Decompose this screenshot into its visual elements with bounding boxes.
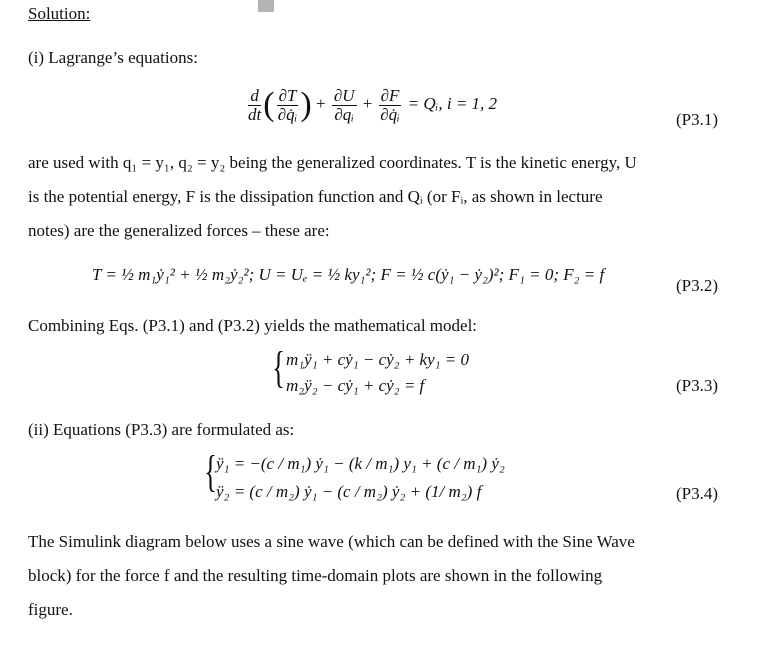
paragraph-line: are used with q₁ = y₁, q₂ = y₂ being the generalized coordinates. T is the kinetic energy, U	[28, 153, 637, 172]
paragraph-line: The Simulink diagram below uses a sine wave (which can be defined with the Sine Wave	[28, 532, 635, 551]
part1-label: (i) Lagrange’s equations:	[28, 48, 198, 67]
gray-marker	[258, 0, 274, 12]
equation-p3-4-line1: ÿ₁ = −(c / m₁) ẏ₁ − (k / m₁) y₁ + (c / m₁) ẏ₂	[216, 454, 505, 473]
paragraph-line: notes) are the generalized forces – these are:	[28, 221, 330, 240]
dU-dq-fraction: $\frac{\partial U}{\text{∂qᵢ}}$	[333, 85, 355, 124]
paragraph-line: is the potential energy, F is the dissipation function and Qᵢ (or Fᵢ, as shown in lecture	[28, 187, 603, 206]
equation-p3-3-line1: m₁ÿ₁ + cẏ₁ − cẏ₂ + ky₁ = 0	[286, 350, 470, 369]
equation-p3-2: T = ½ m₁ẏ₁² + ½ m₂ẏ₂²; U = Uₑ = ½ ky₁²; F = ½ c(ẏ₁ − ẏ₂)²; F₁ = 0; F₂ = f	[92, 265, 605, 284]
equation-p3-4-line2: ÿ₂ = (c / m₂) ẏ₁ − (c / m₂) ẏ₂ + (1/ m₂) f	[216, 482, 482, 501]
paragraph-line: block) for the force f and the resulting time-domain plots are shown in the following	[28, 566, 603, 585]
equation-tag-p3-4: (P3.4)	[676, 484, 719, 503]
equation-p3-1: $\frac{d}{dt}$ ( $\frac{\partial T}{\text{∂q̇ᵢ}}$ ) + $\frac{\partial U}{\text{∂qᵢ}}$ + $\frac{\partial F}{\text{∂q̇ᵢ}}$ = Qᵢ, i = 1, 2	[248, 85, 498, 124]
dF-dqdot-fraction: $\frac{\partial F}{\text{∂q̇ᵢ}}$	[380, 85, 400, 124]
left-brace: {	[272, 343, 285, 392]
dT-dqdot-fraction: $\frac{\partial T}{\text{∂q̇ᵢ}}$	[277, 85, 298, 124]
d-dt-fraction: $\frac{d}{dt}$	[248, 85, 262, 124]
equation-tag-p3-1: (P3.1)	[676, 110, 719, 129]
paragraph-line: figure.	[28, 600, 73, 619]
equation-tag-p3-2: (P3.2)	[676, 276, 719, 295]
equation-tag-p3-3: (P3.3)	[676, 376, 719, 395]
solution-heading: Solution:	[28, 4, 91, 23]
equation-p3-3-line2: m₂ÿ₂ − cẏ₁ + cẏ₂ = f	[286, 376, 425, 395]
left-brace: {	[204, 447, 217, 496]
combining-paragraph: Combining Eqs. (P3.1) and (P3.2) yields the mathematical model:	[28, 316, 478, 335]
part2-label: (ii) Equations (P3.3) are formulated as:	[28, 420, 295, 439]
